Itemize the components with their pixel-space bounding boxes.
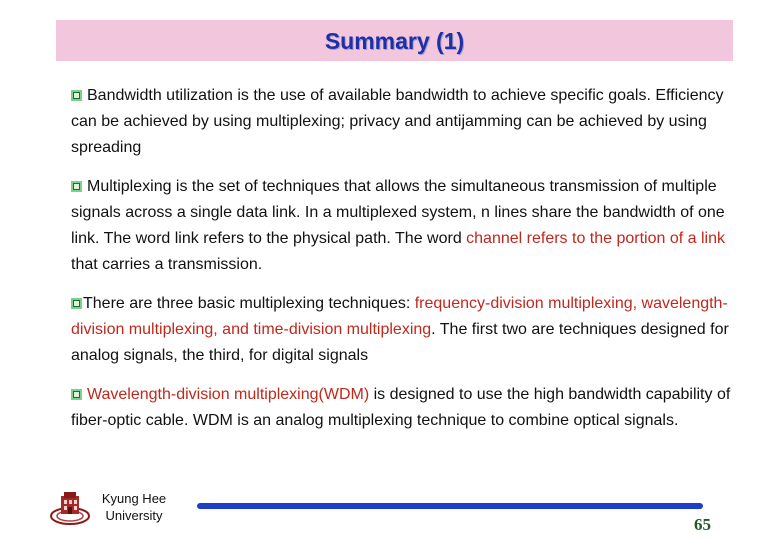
highlight-text: Wavelength-division multiplexing(WDM) (87, 386, 370, 403)
paragraph-text: Multiplexing is the set of techniques that allows the simultaneous transmission of multiple signals across a single data link. In a multiplexed system, n lines share the bandwidth of one link. The word link refers to the physical path. The word (71, 178, 725, 247)
slide-title: Summary (1) (324, 28, 465, 54)
paragraph-text: is designed to use the high bandwidth capability of fiber-optic cable. WDM is an analog multiplexing technique to combine optical signals. (71, 386, 731, 429)
bullet-icon (71, 181, 82, 192)
highlight-text: frequency-division multiplexing, wavelength-division multiplexing, and time-division multiplexing (71, 295, 728, 338)
paragraph-text: Bandwidth utilization is the use of available bandwidth to achieve specific goals. Efficiency can be achieved by using multiplexing; privacy and antijamming can be achieved by using spreading (71, 87, 724, 156)
university-logo (49, 490, 91, 526)
paragraph-wdm (71, 382, 741, 434)
highlight-text: channel refers to the portion of a link (466, 230, 725, 247)
bullet-icon (71, 298, 82, 309)
page-number: 65 (694, 515, 711, 534)
paragraph-text: that carries a transmission. (71, 256, 263, 273)
university-name-line1: Kyung Hee (101, 491, 167, 506)
paragraph-text: . The first two are techniques designed for analog signals, the third, for digital signals (71, 321, 729, 364)
paragraph-multiplexing (71, 174, 741, 278)
university-name-line2: University (105, 508, 163, 523)
paragraph-bandwidth (71, 83, 741, 161)
footer-divider (197, 503, 703, 509)
title-bar (56, 20, 733, 61)
paragraph-text: There are three basic multiplexing techniques: (83, 295, 415, 312)
paragraph-techniques (71, 291, 741, 369)
university-name (91, 490, 177, 524)
bullet-icon (71, 90, 82, 101)
content-body (71, 83, 741, 447)
bullet-icon (71, 389, 82, 400)
